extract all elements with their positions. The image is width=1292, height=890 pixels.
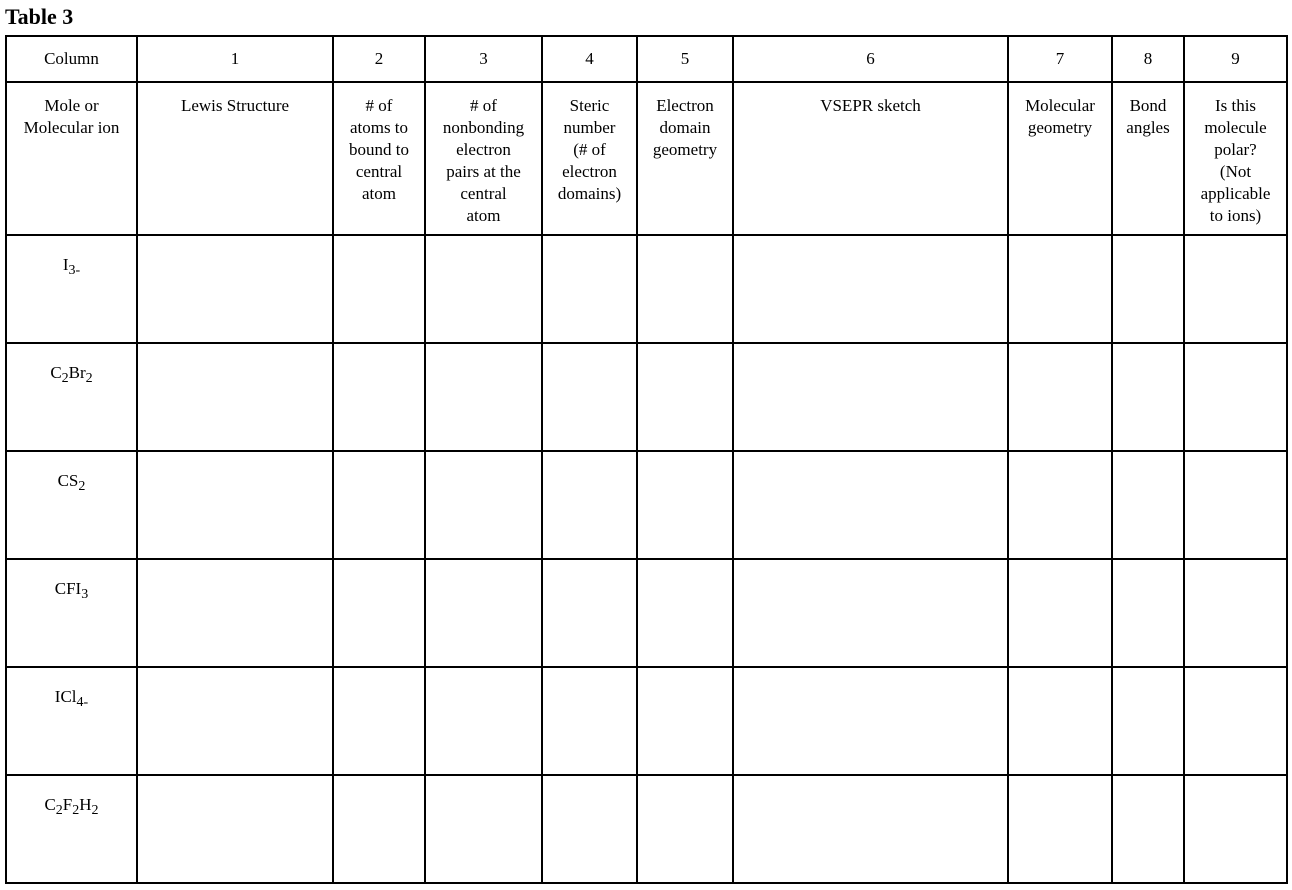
answer-cell[interactable] bbox=[1112, 775, 1184, 883]
column-number-cell: 2 bbox=[333, 36, 425, 82]
column-number-cell: 4 bbox=[542, 36, 637, 82]
formula-subscript: 2 bbox=[78, 479, 86, 494]
header-text-line: electron bbox=[562, 162, 617, 181]
answer-cell[interactable] bbox=[425, 235, 542, 343]
answer-cell[interactable] bbox=[1184, 235, 1287, 343]
answer-cell[interactable] bbox=[1008, 235, 1112, 343]
answer-cell[interactable] bbox=[333, 667, 425, 775]
column-number-cell: 7 bbox=[1008, 36, 1112, 82]
species-formula-cell bbox=[6, 343, 137, 451]
column-number-row bbox=[6, 36, 1287, 82]
header-text-line: central bbox=[355, 162, 403, 181]
answer-cell[interactable] bbox=[425, 667, 542, 775]
column-number-cell: 5 bbox=[637, 36, 733, 82]
answer-cell[interactable] bbox=[542, 559, 637, 667]
answer-cell[interactable] bbox=[137, 451, 333, 559]
header-text-line: domain bbox=[659, 118, 711, 137]
column-header-cell bbox=[425, 82, 542, 235]
species-formula-cell bbox=[6, 559, 137, 667]
table-body bbox=[6, 36, 1287, 883]
header-text-line: domains) bbox=[557, 184, 622, 203]
header-text-line: Steric bbox=[569, 96, 610, 115]
formula-text: ICl bbox=[54, 687, 77, 706]
header-text-line: pairs at the bbox=[446, 162, 521, 181]
answer-cell[interactable] bbox=[542, 451, 637, 559]
table-row bbox=[6, 667, 1287, 775]
answer-cell[interactable] bbox=[1112, 343, 1184, 451]
column-header-cell bbox=[733, 82, 1008, 235]
column-header-cell bbox=[1112, 82, 1184, 235]
vsepr-worksheet-table bbox=[5, 35, 1288, 884]
column-header-cell bbox=[542, 82, 637, 235]
answer-cell[interactable] bbox=[333, 235, 425, 343]
answer-cell[interactable] bbox=[137, 235, 333, 343]
header-text-line: electron bbox=[456, 140, 511, 159]
header-text-line: number bbox=[563, 118, 616, 137]
formula-text: H bbox=[79, 795, 92, 814]
formula-subscript: 3 bbox=[81, 587, 89, 602]
header-text-line: angles bbox=[1126, 118, 1170, 137]
header-text-line: Lewis Structure bbox=[180, 96, 290, 115]
answer-cell[interactable] bbox=[333, 559, 425, 667]
header-text-line: (Not bbox=[1219, 162, 1252, 181]
answer-cell[interactable] bbox=[1184, 343, 1287, 451]
header-text-line: polar? bbox=[1214, 140, 1257, 159]
answer-cell[interactable] bbox=[1184, 775, 1287, 883]
answer-cell[interactable] bbox=[1184, 559, 1287, 667]
answer-cell[interactable] bbox=[542, 667, 637, 775]
formula-subscript: 4- bbox=[76, 695, 89, 710]
answer-cell[interactable] bbox=[137, 559, 333, 667]
answer-cell[interactable] bbox=[637, 559, 733, 667]
answer-cell[interactable] bbox=[733, 343, 1008, 451]
answer-cell[interactable] bbox=[425, 559, 542, 667]
header-text-line: VSEPR sketch bbox=[820, 96, 921, 115]
answer-cell[interactable] bbox=[333, 343, 425, 451]
answer-cell[interactable] bbox=[425, 451, 542, 559]
column-header-cell bbox=[637, 82, 733, 235]
column-number-cell: 9 bbox=[1184, 36, 1287, 82]
column-header-cell bbox=[1008, 82, 1112, 235]
answer-cell[interactable] bbox=[733, 775, 1008, 883]
column-number-cell: 8 bbox=[1112, 36, 1184, 82]
formula-subscript: 2 bbox=[72, 803, 80, 818]
answer-cell[interactable] bbox=[1112, 235, 1184, 343]
answer-cell[interactable] bbox=[542, 235, 637, 343]
formula-subscript: 2 bbox=[91, 803, 99, 818]
species-formula-cell bbox=[6, 235, 137, 343]
header-text-line: central bbox=[460, 184, 507, 203]
species-formula-cell bbox=[6, 451, 137, 559]
answer-cell[interactable] bbox=[733, 235, 1008, 343]
formula-text: F bbox=[62, 795, 73, 814]
formula-text: C bbox=[50, 363, 62, 382]
answer-cell[interactable] bbox=[1008, 667, 1112, 775]
header-text-line: Mole or bbox=[44, 96, 99, 115]
species-formula-cell bbox=[6, 775, 137, 883]
answer-cell[interactable] bbox=[637, 343, 733, 451]
column-header-cell bbox=[1184, 82, 1287, 235]
answer-cell[interactable] bbox=[1184, 667, 1287, 775]
column-header-cell bbox=[6, 82, 137, 235]
table-row bbox=[6, 775, 1287, 883]
formula-text: Br bbox=[68, 363, 86, 382]
column-number-cell: Column bbox=[6, 36, 137, 82]
answer-cell[interactable] bbox=[637, 235, 733, 343]
header-text-line: atoms to bbox=[349, 118, 409, 137]
answer-cell[interactable] bbox=[137, 343, 333, 451]
answer-cell[interactable] bbox=[1008, 343, 1112, 451]
answer-cell[interactable] bbox=[1112, 451, 1184, 559]
answer-cell[interactable] bbox=[1008, 775, 1112, 883]
answer-cell[interactable] bbox=[425, 775, 542, 883]
answer-cell[interactable] bbox=[542, 775, 637, 883]
header-text-line: Electron bbox=[656, 96, 714, 115]
formula-subscript: 2 bbox=[61, 371, 69, 386]
formula-subscript: 3- bbox=[68, 263, 81, 278]
header-text-line: Bond bbox=[1129, 96, 1167, 115]
table-row bbox=[6, 343, 1287, 451]
answer-cell[interactable] bbox=[733, 667, 1008, 775]
answer-cell[interactable] bbox=[137, 775, 333, 883]
header-text-line: molecule bbox=[1204, 118, 1267, 137]
answer-cell[interactable] bbox=[425, 343, 542, 451]
header-text-line: applicable bbox=[1200, 184, 1271, 203]
header-text-line: atom bbox=[362, 184, 396, 203]
header-text-line: atom bbox=[466, 206, 501, 225]
answer-cell[interactable] bbox=[333, 451, 425, 559]
header-text-line: (# of bbox=[573, 140, 606, 159]
table-row bbox=[6, 559, 1287, 667]
answer-cell[interactable] bbox=[137, 667, 333, 775]
answer-cell[interactable] bbox=[1184, 451, 1287, 559]
header-text-line: nonbonding bbox=[442, 118, 525, 137]
column-header-row bbox=[6, 82, 1287, 235]
header-text-line: Molecular ion bbox=[23, 118, 120, 137]
species-formula-cell bbox=[6, 667, 137, 775]
answer-cell[interactable] bbox=[1112, 667, 1184, 775]
column-header-cell bbox=[333, 82, 425, 235]
answer-cell[interactable] bbox=[1008, 451, 1112, 559]
answer-cell[interactable] bbox=[637, 667, 733, 775]
header-text-line: # of bbox=[365, 96, 393, 115]
column-number-cell: 1 bbox=[137, 36, 333, 82]
answer-cell[interactable] bbox=[542, 343, 637, 451]
header-text-line: geometry bbox=[652, 140, 718, 159]
column-number-cell: 6 bbox=[733, 36, 1008, 82]
header-text-line: geometry bbox=[1027, 118, 1093, 137]
formula-subscript: 2 bbox=[85, 371, 93, 386]
column-header-cell bbox=[137, 82, 333, 235]
header-text-line: to ions) bbox=[1209, 206, 1262, 225]
formula-text: C bbox=[44, 795, 56, 814]
table-title: Table 3 bbox=[5, 4, 74, 29]
answer-cell[interactable] bbox=[1112, 559, 1184, 667]
column-number-cell: 3 bbox=[425, 36, 542, 82]
header-text-line: # of bbox=[470, 96, 497, 115]
answer-cell[interactable] bbox=[637, 451, 733, 559]
answer-cell[interactable] bbox=[1008, 559, 1112, 667]
header-text-line: bound to bbox=[349, 140, 409, 159]
answer-cell[interactable] bbox=[733, 559, 1008, 667]
answer-cell[interactable] bbox=[333, 775, 425, 883]
answer-cell[interactable] bbox=[637, 775, 733, 883]
header-text-line: Is this bbox=[1214, 96, 1257, 115]
formula-text: CS bbox=[57, 471, 79, 490]
formula-text: CFI bbox=[54, 579, 82, 598]
header-text-line: Molecular bbox=[1025, 96, 1095, 115]
table-row bbox=[6, 451, 1287, 559]
formula-subscript: 2 bbox=[55, 803, 63, 818]
formula-text: I bbox=[62, 255, 69, 274]
table-row bbox=[6, 235, 1287, 343]
answer-cell[interactable] bbox=[733, 451, 1008, 559]
